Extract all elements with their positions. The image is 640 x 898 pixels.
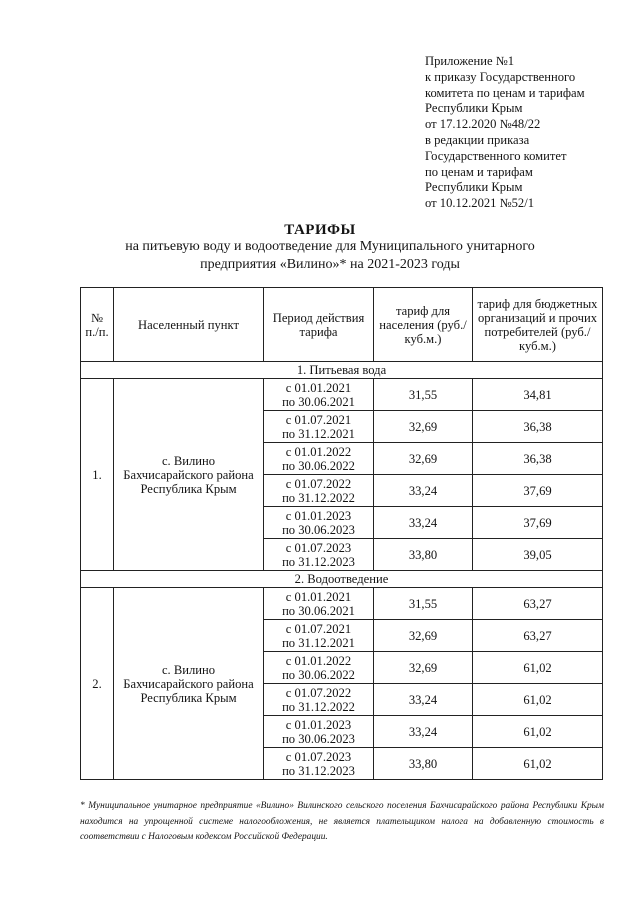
- header-locality: Населенный пункт: [114, 288, 264, 362]
- tariff-budget-cell: 61,02: [473, 716, 603, 748]
- appendix-line: Республики Крым: [425, 180, 523, 195]
- tariff-budget-cell: 36,38: [473, 411, 603, 443]
- tariff-budget-cell: 39,05: [473, 539, 603, 571]
- tariff-population-cell: 32,69: [374, 411, 473, 443]
- tariff-budget-cell: 37,69: [473, 475, 603, 507]
- tariff-population-cell: 33,24: [374, 684, 473, 716]
- header-period: Период действия тарифа: [264, 288, 374, 362]
- appendix-line: Государственного комитет: [425, 148, 567, 163]
- locality-line: Республика Крым: [140, 481, 237, 496]
- table-row: [81, 588, 603, 620]
- period-from: с 01.07.2022: [285, 685, 352, 700]
- tariff-budget-cell: 34,81: [473, 379, 603, 411]
- header-tariff-budget: тариф для бюджетных организаций и прочих потребителей (руб./куб.м.): [473, 288, 603, 362]
- period-from: с 01.01.2023: [285, 717, 352, 732]
- locality-cell: [114, 588, 264, 780]
- period-to: по 31.12.2022: [282, 699, 355, 714]
- section-title: 2. Водоотведение: [81, 571, 603, 588]
- period-from: с 01.01.2021: [285, 380, 352, 395]
- locality-line: Бахчисарайского района: [123, 676, 254, 691]
- period-cell: [264, 507, 374, 539]
- tariff-population-cell: 32,69: [374, 443, 473, 475]
- appendix-block: [425, 54, 585, 212]
- tariff-budget-cell: 63,27: [473, 620, 603, 652]
- period-cell: [264, 652, 374, 684]
- tariff-budget-cell: 61,02: [473, 684, 603, 716]
- document-subtitle: [60, 238, 600, 274]
- period-cell: [264, 411, 374, 443]
- tariff-population-cell: 31,55: [374, 379, 473, 411]
- tariff-budget-cell: 63,27: [473, 588, 603, 620]
- table-row: [81, 379, 603, 411]
- footnote: * Муниципальное унитарное предприятие «Вилино» Вилинского сельского поселения Бахчисарайского района Республики Крым находится на упрощенной системе налогообложения, не является плательщиком налога на добавленную стоимость в соответствии с Налоговым кодексом Российской Федерации.: [80, 801, 604, 842]
- period-cell: [264, 588, 374, 620]
- period-cell: [264, 716, 374, 748]
- locality-line: с. Вилино: [161, 662, 216, 677]
- tariff-budget-cell: 36,38: [473, 443, 603, 475]
- tariff-population-cell: 33,80: [374, 748, 473, 780]
- section-title: 1. Питьевая вода: [81, 362, 603, 379]
- period-to: по 30.06.2021: [282, 603, 355, 618]
- period-from: с 01.01.2021: [285, 589, 352, 604]
- locality-line: с. Вилино: [161, 453, 216, 468]
- period-from: с 01.07.2021: [285, 621, 352, 636]
- period-to: по 30.06.2023: [282, 522, 355, 537]
- appendix-line: в редакции приказа: [425, 132, 530, 147]
- period-from: с 01.07.2023: [285, 749, 352, 764]
- tariff-population-cell: 32,69: [374, 620, 473, 652]
- subtitle-line-1: на питьевую воду и водоотведение для Муниципального унитарного: [125, 239, 535, 254]
- tariff-budget-cell: 61,02: [473, 748, 603, 780]
- header-tariff-population: тариф для населения (руб./куб.м.): [374, 288, 473, 362]
- period-to: по 30.06.2022: [282, 458, 355, 473]
- period-cell: [264, 475, 374, 507]
- period-to: по 31.12.2023: [282, 554, 355, 569]
- section-header-row: [81, 571, 603, 588]
- period-from: с 01.07.2021: [285, 412, 352, 427]
- tariff-population-cell: 31,55: [374, 588, 473, 620]
- period-cell: [264, 443, 374, 475]
- period-from: с 01.07.2022: [285, 476, 352, 491]
- locality-line: Республика Крым: [140, 690, 237, 705]
- period-to: по 30.06.2023: [282, 731, 355, 746]
- appendix-line: от 17.12.2020 №48/22: [425, 117, 541, 132]
- period-cell: [264, 684, 374, 716]
- period-cell: [264, 748, 374, 780]
- period-to: по 31.12.2022: [282, 490, 355, 505]
- period-cell: [264, 379, 374, 411]
- tariff-population-cell: 33,80: [374, 539, 473, 571]
- appendix-line: Приложение №1: [425, 54, 515, 68]
- period-to: по 30.06.2021: [282, 394, 355, 409]
- period-from: с 01.01.2022: [285, 444, 352, 459]
- period-to: по 31.12.2021: [282, 635, 355, 650]
- appendix-line: к приказу Государственного: [425, 69, 576, 84]
- appendix-line: по ценам и тарифам: [425, 164, 533, 179]
- period-cell: [264, 620, 374, 652]
- locality-line: Бахчисарайского района: [123, 467, 254, 482]
- appendix-line: комитета по ценам и тарифам: [425, 85, 585, 100]
- period-from: с 01.07.2023: [285, 540, 352, 555]
- tariff-budget-cell: 61,02: [473, 652, 603, 684]
- table-header-row: [81, 288, 603, 362]
- period-to: по 31.12.2021: [282, 426, 355, 441]
- document-title: ТАРИФЫ: [284, 222, 356, 238]
- period-from: с 01.01.2022: [285, 653, 352, 668]
- locality-cell: [114, 379, 264, 571]
- row-number: 2.: [81, 588, 114, 780]
- tariff-budget-cell: 37,69: [473, 507, 603, 539]
- header-num: № п./п.: [81, 288, 114, 362]
- tariff-population-cell: 33,24: [374, 475, 473, 507]
- tariff-population-cell: 32,69: [374, 652, 473, 684]
- appendix-line: от 10.12.2021 №52/1: [425, 196, 535, 211]
- appendix-line: Республики Крым: [425, 101, 523, 116]
- period-cell: [264, 539, 374, 571]
- tariff-population-cell: 33,24: [374, 716, 473, 748]
- subtitle-line-2: предприятия «Вилино»* на 2021-2023 годы: [200, 257, 460, 272]
- period-to: по 30.06.2022: [282, 667, 355, 682]
- row-number: 1.: [81, 379, 114, 571]
- tariff-population-cell: 33,24: [374, 507, 473, 539]
- period-from: с 01.01.2023: [285, 508, 352, 523]
- section-header-row: [81, 362, 603, 379]
- period-to: по 31.12.2023: [282, 763, 355, 778]
- tariffs-table: [80, 287, 603, 780]
